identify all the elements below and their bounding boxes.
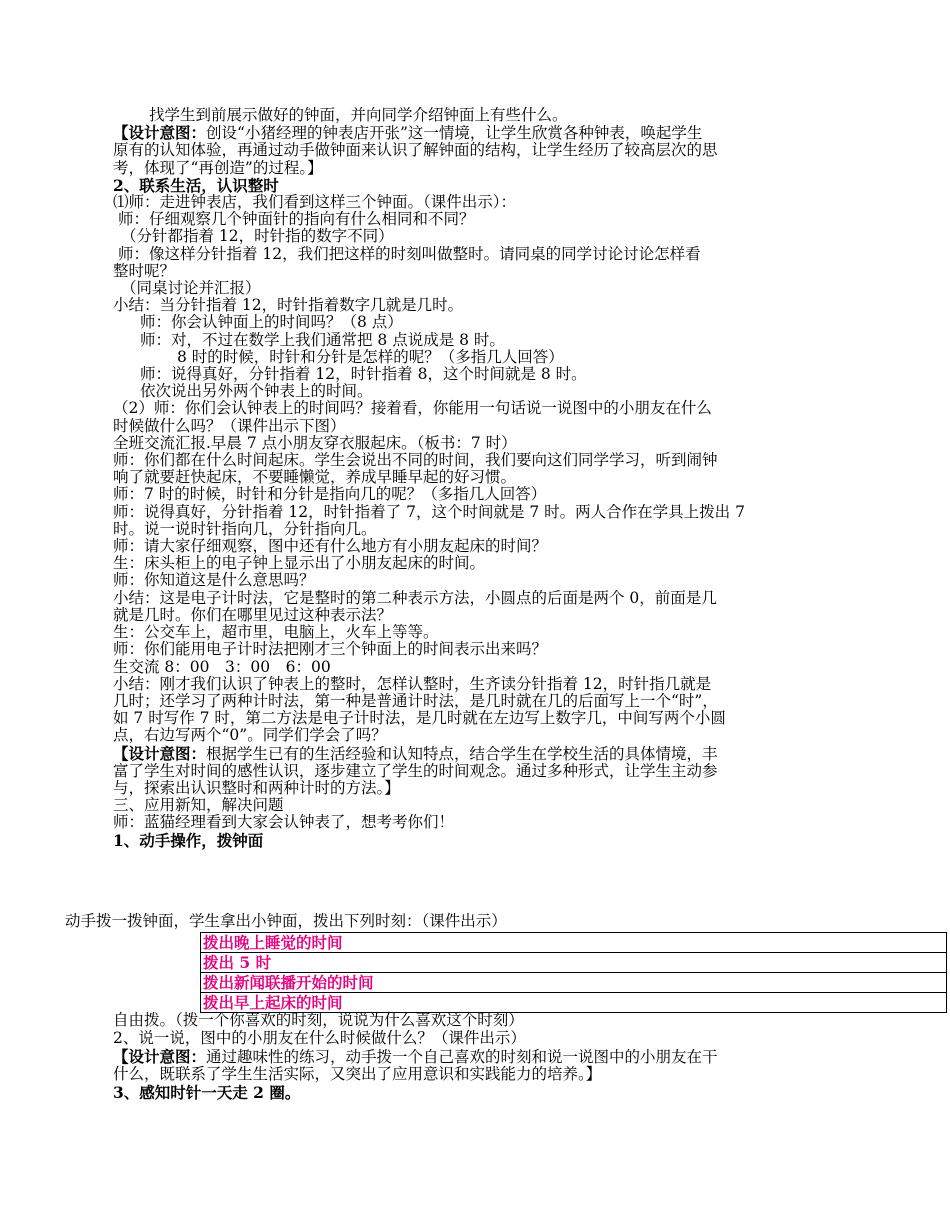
paragraph: 依次说出另外两个钟表上的时间。 <box>140 382 373 401</box>
design-intent-text: 创设“小猪经理的钟表店开张”这一情境，让学生欣赏各种钟表，唤起学生 <box>206 124 703 143</box>
paragraph: 师：请大家仔细观察，图中还有什么地方有小朋友起床的时间？ <box>113 537 548 556</box>
paragraph: （分针都指着 12，时针指的数字不同） <box>121 227 394 246</box>
paragraph: 师：说得真好，分针指着 12，时针指着 8，这个时间就是 8 时。 <box>140 365 587 384</box>
paragraph: 什么，既联系了学生生活实际，又突出了应用意识和实践能力的培养。】 <box>113 1065 602 1083</box>
paragraph: 师：你们都在什么时间起床。学生会说出不同的时间，我们要向这们同学学习，听到闹钟 <box>113 451 718 470</box>
design-intent <box>113 1048 718 1066</box>
paragraph: 师：7 时的时候，时针和分针是指向几的呢？（多指几人回答） <box>113 485 547 504</box>
paragraph: 2、说一说，图中的小朋友在什么时候做什么？（课件出示） <box>113 1029 526 1047</box>
design-intent-label: 【设计意图： <box>113 123 207 143</box>
table-row <box>201 953 947 973</box>
summary: 小结：刚才我们认识了钟表上的整时，怎样认整时，生齐读分针指着 12，时针指几就是 <box>113 674 712 693</box>
design-intent-label: 【设计意图： <box>113 743 207 763</box>
design-intent-text: 根据学生已有的生活经验和认知特点，结合学生在学校生活的具体情境，丰 <box>206 744 718 763</box>
paragraph: 原有的认知体验，再通过动手做钟面来认识了解钟面的结构，让学生经历了较高层次的思 <box>113 141 718 160</box>
paragraph: 点，右边写两个“0”。同学们学会了吗？ <box>113 726 387 745</box>
document-body <box>113 107 843 849</box>
task-table <box>200 932 947 1013</box>
table-cell: 拨出 5 时 <box>201 953 947 973</box>
paragraph: 生：床头柜上的电子钟上显示出了小朋友起床的时间。 <box>113 554 486 573</box>
paragraph: （同桌讨论并汇报） <box>121 279 261 298</box>
paragraph: 师：你们能用电子计时法把刚才三个钟面上的时间表示出来吗？ <box>113 640 548 659</box>
design-intent-label: 【设计意图： <box>113 1047 207 1066</box>
summary: 小结：当分针指着 12，时针指着数字几就是几时。 <box>113 296 464 315</box>
table-row <box>201 973 947 993</box>
paragraph: （2）师：你们会认钟表上的时间吗？接着看，你能用一句话说一说图中的小朋友在什么 <box>113 399 712 418</box>
design-intent <box>113 124 843 142</box>
design-intent-text: 通过趣味性的练习，动手拨一个自己喜欢的时刻和说一说图中的小朋友在干 <box>206 1048 718 1066</box>
paragraph: 整时呢？ <box>113 261 176 280</box>
paragraph: 富了学生对时间的感性认识，逐步建立了学生的时间观念。通过多种形式，让学生主动参 <box>113 761 718 780</box>
paragraph: 生交流 8：00 3：00 6：00 <box>113 657 331 676</box>
paragraph: 全班交流汇报.早晨 7 点小朋友穿衣服起床。（板书：7 时） <box>113 433 517 452</box>
paragraph: 就是几时。你们在哪里见过这种表示法？ <box>113 605 393 624</box>
paragraph: 自由拨。（拨一个你喜欢的时刻，说说为什么喜欢这个时刻） <box>113 1011 524 1029</box>
section-heading: 2、联系生活，认识整时 <box>113 175 279 195</box>
section-heading: 三、应用新知，解决问题 <box>113 796 284 815</box>
paragraph <box>113 160 843 177</box>
subsection-heading: 3、感知时针一天走 2 圈。 <box>113 1083 301 1102</box>
summary: 小结：这是电子计时法，它是整时的第二种表示方法，小圆点的后面是两个 0，前面是几 <box>113 588 717 607</box>
paragraph: 师：说得真好，分针指着 12，时针指着了 7，这个时间就是 7 时。两人合作在学具上拨出 7 <box>113 502 745 521</box>
paragraph: 师：你知道这是什么意思吗？ <box>113 571 315 590</box>
paragraph: 师：你会认钟面上的时间吗？（8 点） <box>140 313 403 332</box>
paragraph: 师：对，不过在数学上我们通常把 8 点说成是 8 时。 <box>140 330 505 349</box>
table-row <box>201 933 947 953</box>
paragraph: 找学生到前展示做好的钟面，并向同学介绍钟面上有些什么。 <box>149 106 568 124</box>
paragraph: 如 7 时写作 7 时，第二方法是电子计时法，是几时就在左边写上数字几，中间写两个小圆 <box>113 709 726 728</box>
design-intent <box>113 745 843 763</box>
table-cell: 拨出晚上睡觉的时间 <box>201 933 947 953</box>
paragraph: 几时；还学习了两种计时法，第一种是普通计时法，是几时就在几的后面写上一个“时”， <box>113 691 718 710</box>
subsection-heading: 1、动手操作，拨钟面 <box>113 830 264 850</box>
paragraph: 师：蓝猫经理看到大家会认钟表了，想考考你们！ <box>113 813 455 832</box>
paragraph: 师：仔细观察几个钟面针的指向有什么相同和不同？ <box>118 210 475 229</box>
table-cell: 拨出新闻联播开始的时间 <box>201 973 947 993</box>
paragraph: 响了就要赶快起床，不要睡懒觉，养成早睡早起的好习惯。 <box>113 468 517 487</box>
text: 考，体现了“再创造”的过程。】 <box>113 158 323 177</box>
paragraph: 师：像这样分针指着 12，我们把这样的时刻叫做整时。请同桌的同学讨论讨论怎样看 <box>118 244 701 263</box>
paragraph: 时候做什么吗？（课件出示下图） <box>113 416 346 435</box>
paragraph: 8 时的时候，时针和分针是怎样的呢？（多指几人回答） <box>177 347 564 366</box>
paragraph: 时。说一说时针指向几，分针指向几。 <box>113 519 377 538</box>
paragraph: ⑴师：走进钟表店，我们看到这样三个钟面。（课件出示）： <box>113 193 517 212</box>
paragraph: 动手拨一拨钟面，学生拿出小钟面，拨出下列时刻：（课件出示） <box>65 912 507 930</box>
table-row <box>201 993 947 1013</box>
paragraph: 与，探索出认识整时和两种计时的方法。】 <box>113 778 400 797</box>
table-cell: 拨出早上起床的时间 <box>201 993 947 1013</box>
paragraph: 生：公交车上，超市里，电脑上，火车上等等。 <box>113 623 439 642</box>
